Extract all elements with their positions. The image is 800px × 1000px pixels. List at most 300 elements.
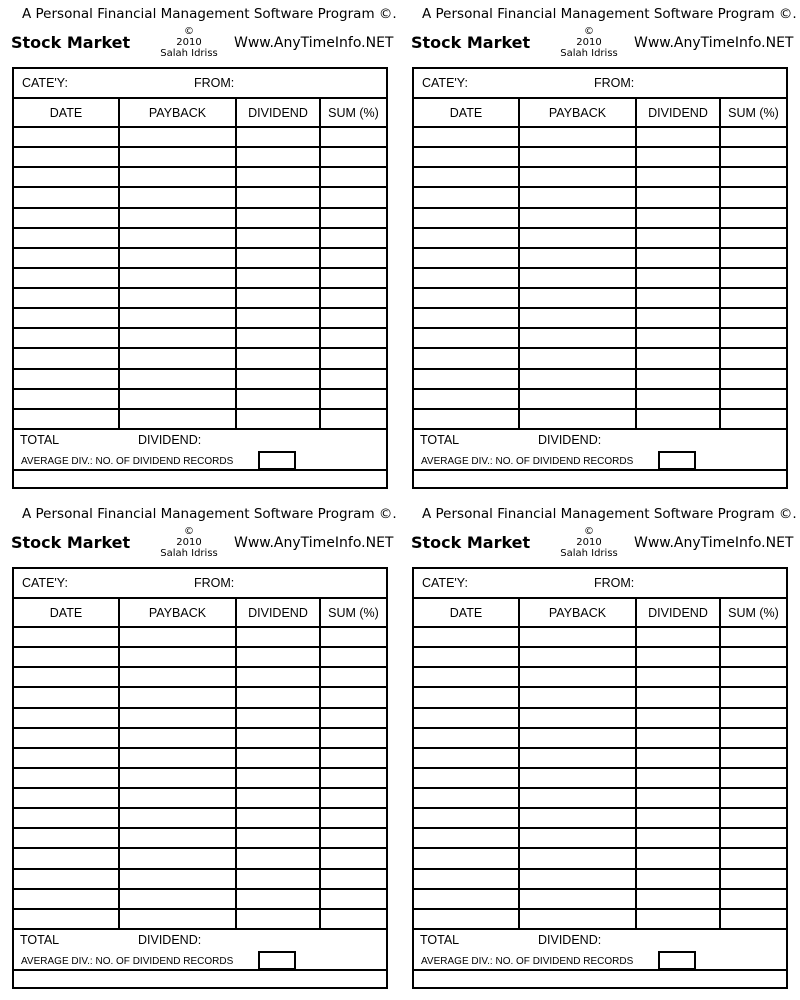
table-row <box>414 869 786 889</box>
dividend-cell[interactable] <box>636 409 720 429</box>
sum-cell[interactable] <box>720 389 786 409</box>
payback-cell[interactable] <box>519 647 636 667</box>
payback-cell[interactable] <box>119 667 236 687</box>
table-row <box>414 187 786 207</box>
sum-cell[interactable] <box>720 308 786 328</box>
payback-cell[interactable] <box>519 328 636 348</box>
dividend-cell[interactable] <box>636 288 720 308</box>
sum-cell[interactable] <box>720 348 786 368</box>
sum-cell[interactable] <box>320 848 386 868</box>
table-row <box>14 369 386 389</box>
payback-cell[interactable] <box>519 127 636 147</box>
date-cell[interactable] <box>14 127 119 147</box>
payback-cell[interactable] <box>119 167 236 187</box>
payback-cell[interactable] <box>119 728 236 748</box>
dividend-cell[interactable] <box>636 147 720 167</box>
sum-cell[interactable] <box>320 127 386 147</box>
sum-cell[interactable] <box>720 228 786 248</box>
dividend-cell[interactable] <box>636 627 720 647</box>
sum-cell[interactable] <box>320 288 386 308</box>
average-records-box[interactable] <box>258 451 296 470</box>
copyright-icon: © <box>184 526 194 537</box>
payback-cell[interactable] <box>119 909 236 929</box>
dividend-cell[interactable] <box>636 768 720 788</box>
average-records-box[interactable] <box>658 451 696 470</box>
sum-cell[interactable] <box>720 248 786 268</box>
table-row <box>14 768 386 788</box>
form-title: Stock Market <box>411 533 531 552</box>
payback-cell[interactable] <box>119 708 236 728</box>
date-cell[interactable] <box>414 127 519 147</box>
table-row <box>14 187 386 207</box>
total-label: TOTAL <box>420 433 460 447</box>
divider <box>414 469 786 471</box>
date-cell[interactable] <box>414 889 519 909</box>
payback-cell[interactable] <box>519 369 636 389</box>
sum-cell[interactable] <box>720 369 786 389</box>
dividend-cell[interactable] <box>636 848 720 868</box>
sum-cell[interactable] <box>720 728 786 748</box>
sum-cell[interactable] <box>320 748 386 768</box>
record-form <box>412 567 788 989</box>
dividend-cell[interactable] <box>636 828 720 848</box>
column-header-sum: SUM (%) <box>720 99 786 127</box>
date-cell[interactable] <box>14 708 119 728</box>
date-cell[interactable] <box>414 808 519 828</box>
date-cell[interactable] <box>414 248 519 268</box>
date-cell[interactable] <box>414 369 519 389</box>
payback-cell[interactable] <box>519 687 636 707</box>
sum-cell[interactable] <box>720 328 786 348</box>
column-header-payback: PAYBACK <box>519 99 636 127</box>
payback-cell[interactable] <box>519 389 636 409</box>
table-row <box>414 127 786 147</box>
sum-cell[interactable] <box>320 228 386 248</box>
payback-cell[interactable] <box>119 768 236 788</box>
sum-cell[interactable] <box>720 268 786 288</box>
payback-cell[interactable] <box>119 147 236 167</box>
dividend-cell[interactable] <box>236 248 320 268</box>
sum-cell[interactable] <box>320 828 386 848</box>
dividend-cell[interactable] <box>236 848 320 868</box>
sum-cell[interactable] <box>320 869 386 889</box>
payback-cell[interactable] <box>119 208 236 228</box>
sum-cell[interactable] <box>320 687 386 707</box>
average-records-box[interactable] <box>258 951 296 970</box>
payback-cell[interactable] <box>519 768 636 788</box>
payback-cell[interactable] <box>119 828 236 848</box>
website-link[interactable]: Www.AnyTimeInfo.NET <box>234 535 394 551</box>
date-cell[interactable] <box>414 909 519 929</box>
sum-cell[interactable] <box>720 828 786 848</box>
table-header-row <box>414 99 786 127</box>
sum-cell[interactable] <box>720 768 786 788</box>
date-cell[interactable] <box>414 667 519 687</box>
dividend-cell[interactable] <box>636 127 720 147</box>
dividend-cell[interactable] <box>636 869 720 889</box>
payback-cell[interactable] <box>119 348 236 368</box>
payback-cell[interactable] <box>519 248 636 268</box>
sum-cell[interactable] <box>320 647 386 667</box>
dividend-cell[interactable] <box>636 667 720 687</box>
author-name: Salah Idriss <box>160 48 218 59</box>
table-row <box>414 208 786 228</box>
date-cell[interactable] <box>14 328 119 348</box>
dividend-cell[interactable] <box>636 187 720 207</box>
sum-cell[interactable] <box>720 208 786 228</box>
date-cell[interactable] <box>14 248 119 268</box>
sum-cell[interactable] <box>720 167 786 187</box>
date-cell[interactable] <box>14 288 119 308</box>
dividend-cell[interactable] <box>636 328 720 348</box>
sum-cell[interactable] <box>320 328 386 348</box>
payback-cell[interactable] <box>119 127 236 147</box>
dividend-cell[interactable] <box>236 389 320 409</box>
date-cell[interactable] <box>414 647 519 667</box>
date-cell[interactable] <box>414 308 519 328</box>
payback-cell[interactable] <box>519 409 636 429</box>
sum-cell[interactable] <box>720 288 786 308</box>
payback-cell[interactable] <box>519 187 636 207</box>
date-cell[interactable] <box>414 828 519 848</box>
dividend-cell[interactable] <box>236 909 320 929</box>
copyright-icon: © <box>584 26 594 37</box>
dividend-cell[interactable] <box>236 869 320 889</box>
payback-cell[interactable] <box>119 409 236 429</box>
dividend-cell[interactable] <box>636 708 720 728</box>
dividend-cell[interactable] <box>636 808 720 828</box>
date-cell[interactable] <box>14 228 119 248</box>
payback-cell[interactable] <box>119 889 236 909</box>
dividend-cell[interactable] <box>636 647 720 667</box>
form-title: Stock Market <box>11 33 131 52</box>
date-cell[interactable] <box>14 889 119 909</box>
column-header-date: DATE <box>414 599 519 627</box>
date-cell[interactable] <box>414 687 519 707</box>
date-cell[interactable] <box>414 288 519 308</box>
date-cell[interactable] <box>14 808 119 828</box>
sum-cell[interactable] <box>720 147 786 167</box>
sum-cell[interactable] <box>320 708 386 728</box>
table-row <box>14 788 386 808</box>
dividend-cell[interactable] <box>636 167 720 187</box>
dividend-cell[interactable] <box>636 788 720 808</box>
sum-cell[interactable] <box>720 127 786 147</box>
date-cell[interactable] <box>414 147 519 167</box>
payback-cell[interactable] <box>519 708 636 728</box>
dividend-cell[interactable] <box>236 127 320 147</box>
payback-cell[interactable] <box>519 748 636 768</box>
table-row <box>414 788 786 808</box>
date-cell[interactable] <box>414 848 519 868</box>
date-cell[interactable] <box>414 409 519 429</box>
sum-cell[interactable] <box>720 708 786 728</box>
sum-cell[interactable] <box>720 687 786 707</box>
date-cell[interactable] <box>14 187 119 207</box>
dividend-cell[interactable] <box>636 728 720 748</box>
payback-cell[interactable] <box>119 288 236 308</box>
form-panel-2 <box>400 0 800 500</box>
date-cell[interactable] <box>414 167 519 187</box>
date-cell[interactable] <box>14 768 119 788</box>
date-cell[interactable] <box>14 748 119 768</box>
payback-cell[interactable] <box>519 828 636 848</box>
sum-cell[interactable] <box>320 627 386 647</box>
dividend-cell[interactable] <box>236 308 320 328</box>
date-cell[interactable] <box>14 369 119 389</box>
dividend-cell[interactable] <box>236 167 320 187</box>
tagline: A Personal Financial Management Software Program ©. <box>422 6 797 22</box>
dividend-cell[interactable] <box>236 288 320 308</box>
table-row <box>14 748 386 768</box>
dividend-cell[interactable] <box>236 208 320 228</box>
payback-cell[interactable] <box>519 808 636 828</box>
dividend-cell[interactable] <box>636 248 720 268</box>
payback-cell[interactable] <box>519 167 636 187</box>
dividend-cell[interactable] <box>636 748 720 768</box>
website-link[interactable]: Www.AnyTimeInfo.NET <box>234 35 394 51</box>
date-cell[interactable] <box>414 348 519 368</box>
payback-cell[interactable] <box>519 268 636 288</box>
date-cell[interactable] <box>14 208 119 228</box>
date-cell[interactable] <box>414 748 519 768</box>
payback-cell[interactable] <box>519 728 636 748</box>
date-cell[interactable] <box>14 667 119 687</box>
date-cell[interactable] <box>14 728 119 748</box>
date-cell[interactable] <box>414 187 519 207</box>
payback-cell[interactable] <box>519 348 636 368</box>
dividend-cell[interactable] <box>236 187 320 207</box>
sum-cell[interactable] <box>320 187 386 207</box>
sum-cell[interactable] <box>720 889 786 909</box>
sum-cell[interactable] <box>320 268 386 288</box>
date-cell[interactable] <box>14 167 119 187</box>
date-cell[interactable] <box>14 828 119 848</box>
date-cell[interactable] <box>414 208 519 228</box>
payback-cell[interactable] <box>519 208 636 228</box>
payback-cell[interactable] <box>519 909 636 929</box>
sum-cell[interactable] <box>320 208 386 228</box>
sum-cell[interactable] <box>720 748 786 768</box>
payback-cell[interactable] <box>519 848 636 868</box>
date-cell[interactable] <box>14 788 119 808</box>
payback-cell[interactable] <box>519 889 636 909</box>
dividend-cell[interactable] <box>236 728 320 748</box>
payback-cell[interactable] <box>119 788 236 808</box>
payback-cell[interactable] <box>519 288 636 308</box>
dividend-cell[interactable] <box>236 667 320 687</box>
payback-cell[interactable] <box>119 687 236 707</box>
dividend-total-label: DIVIDEND: <box>538 933 602 947</box>
dividend-cell[interactable] <box>636 308 720 328</box>
dividend-cell[interactable] <box>636 369 720 389</box>
website-link[interactable]: Www.AnyTimeInfo.NET <box>634 535 794 551</box>
date-cell[interactable] <box>414 268 519 288</box>
date-cell[interactable] <box>414 869 519 889</box>
column-header-dividend: DIVIDEND <box>236 99 320 127</box>
table-header-row <box>414 599 786 627</box>
copyright-year: 2010 <box>176 37 202 48</box>
table-row <box>414 808 786 828</box>
table-row <box>14 667 386 687</box>
payback-cell[interactable] <box>519 228 636 248</box>
payback-cell[interactable] <box>519 788 636 808</box>
date-cell[interactable] <box>14 389 119 409</box>
dividend-cell[interactable] <box>636 208 720 228</box>
table-row <box>414 748 786 768</box>
payback-cell[interactable] <box>519 147 636 167</box>
sum-cell[interactable] <box>320 389 386 409</box>
payback-cell[interactable] <box>119 369 236 389</box>
date-cell[interactable] <box>414 788 519 808</box>
divider <box>14 969 386 971</box>
payback-cell[interactable] <box>119 389 236 409</box>
sum-cell[interactable] <box>320 167 386 187</box>
dividend-cell[interactable] <box>236 147 320 167</box>
dividend-cell[interactable] <box>236 647 320 667</box>
sum-cell[interactable] <box>320 308 386 328</box>
dividend-cell[interactable] <box>236 808 320 828</box>
sum-cell[interactable] <box>720 409 786 429</box>
date-cell[interactable] <box>414 708 519 728</box>
date-cell[interactable] <box>14 848 119 868</box>
payback-cell[interactable] <box>519 667 636 687</box>
dividend-cell[interactable] <box>236 748 320 768</box>
date-cell[interactable] <box>414 627 519 647</box>
table-row <box>14 127 386 147</box>
sum-cell[interactable] <box>320 348 386 368</box>
dividend-cell[interactable] <box>236 369 320 389</box>
sum-cell[interactable] <box>720 187 786 207</box>
date-cell[interactable] <box>14 147 119 167</box>
date-cell[interactable] <box>14 308 119 328</box>
dividend-cell[interactable] <box>636 389 720 409</box>
dividend-cell[interactable] <box>636 268 720 288</box>
payback-cell[interactable] <box>119 848 236 868</box>
payback-cell[interactable] <box>519 627 636 647</box>
average-records-box[interactable] <box>658 951 696 970</box>
dividend-cell[interactable] <box>636 348 720 368</box>
table-row <box>414 228 786 248</box>
payback-cell[interactable] <box>119 808 236 828</box>
payback-cell[interactable] <box>119 328 236 348</box>
dividend-cell[interactable] <box>236 328 320 348</box>
column-header-payback: PAYBACK <box>119 599 236 627</box>
sum-cell[interactable] <box>720 808 786 828</box>
dividend-cell[interactable] <box>636 909 720 929</box>
date-cell[interactable] <box>14 348 119 368</box>
payback-cell[interactable] <box>119 228 236 248</box>
dividend-cell[interactable] <box>236 409 320 429</box>
table-row <box>414 328 786 348</box>
sum-cell[interactable] <box>320 808 386 828</box>
date-cell[interactable] <box>14 409 119 429</box>
payback-cell[interactable] <box>119 187 236 207</box>
dividend-cell[interactable] <box>236 228 320 248</box>
date-cell[interactable] <box>414 728 519 748</box>
sum-cell[interactable] <box>720 848 786 868</box>
dividend-table <box>414 599 786 930</box>
dividend-cell[interactable] <box>236 268 320 288</box>
sum-cell[interactable] <box>320 768 386 788</box>
dividend-cell[interactable] <box>236 687 320 707</box>
sum-cell[interactable] <box>720 788 786 808</box>
date-cell[interactable] <box>414 228 519 248</box>
date-cell[interactable] <box>14 647 119 667</box>
sum-cell[interactable] <box>320 248 386 268</box>
dividend-cell[interactable] <box>636 889 720 909</box>
dividend-cell[interactable] <box>236 828 320 848</box>
table-row <box>414 728 786 748</box>
column-header-sum: SUM (%) <box>320 99 386 127</box>
column-header-date: DATE <box>414 99 519 127</box>
table-row <box>414 848 786 868</box>
average-label: AVERAGE DIV.: NO. OF DIVIDEND RECORDS <box>21 956 234 967</box>
table-row <box>14 228 386 248</box>
payback-cell[interactable] <box>519 308 636 328</box>
table-row <box>414 147 786 167</box>
payback-cell[interactable] <box>119 268 236 288</box>
table-row <box>414 768 786 788</box>
sum-cell[interactable] <box>320 147 386 167</box>
payback-cell[interactable] <box>119 869 236 889</box>
sum-cell[interactable] <box>320 667 386 687</box>
website-link[interactable]: Www.AnyTimeInfo.NET <box>634 35 794 51</box>
dividend-cell[interactable] <box>236 788 320 808</box>
date-cell[interactable] <box>14 627 119 647</box>
date-cell[interactable] <box>14 869 119 889</box>
sum-cell[interactable] <box>720 627 786 647</box>
date-cell[interactable] <box>414 328 519 348</box>
dividend-total-label: DIVIDEND: <box>138 433 202 447</box>
sum-cell[interactable] <box>320 909 386 929</box>
date-cell[interactable] <box>14 687 119 707</box>
sum-cell[interactable] <box>320 409 386 429</box>
category-label: CATE'Y: <box>422 576 468 590</box>
table-row <box>14 708 386 728</box>
dividend-cell[interactable] <box>636 687 720 707</box>
date-cell[interactable] <box>14 909 119 929</box>
dividend-cell[interactable] <box>236 889 320 909</box>
sum-cell[interactable] <box>320 728 386 748</box>
table-row <box>14 409 386 429</box>
sum-cell[interactable] <box>720 869 786 889</box>
sum-cell[interactable] <box>320 788 386 808</box>
payback-cell[interactable] <box>119 647 236 667</box>
dividend-cell[interactable] <box>636 228 720 248</box>
sum-cell[interactable] <box>720 647 786 667</box>
record-form <box>412 67 788 489</box>
payback-cell[interactable] <box>119 748 236 768</box>
sum-cell[interactable] <box>720 667 786 687</box>
from-label: FROM: <box>194 576 235 590</box>
sum-cell[interactable] <box>320 889 386 909</box>
dividend-cell[interactable] <box>236 627 320 647</box>
date-cell[interactable] <box>414 768 519 788</box>
date-cell[interactable] <box>414 389 519 409</box>
sum-cell[interactable] <box>320 369 386 389</box>
payback-cell[interactable] <box>119 248 236 268</box>
dividend-cell[interactable] <box>236 708 320 728</box>
dividend-cell[interactable] <box>236 348 320 368</box>
dividend-cell[interactable] <box>236 768 320 788</box>
payback-cell[interactable] <box>119 627 236 647</box>
sum-cell[interactable] <box>720 909 786 929</box>
copyright-block <box>550 26 628 59</box>
payback-cell[interactable] <box>519 869 636 889</box>
date-cell[interactable] <box>14 268 119 288</box>
payback-cell[interactable] <box>119 308 236 328</box>
